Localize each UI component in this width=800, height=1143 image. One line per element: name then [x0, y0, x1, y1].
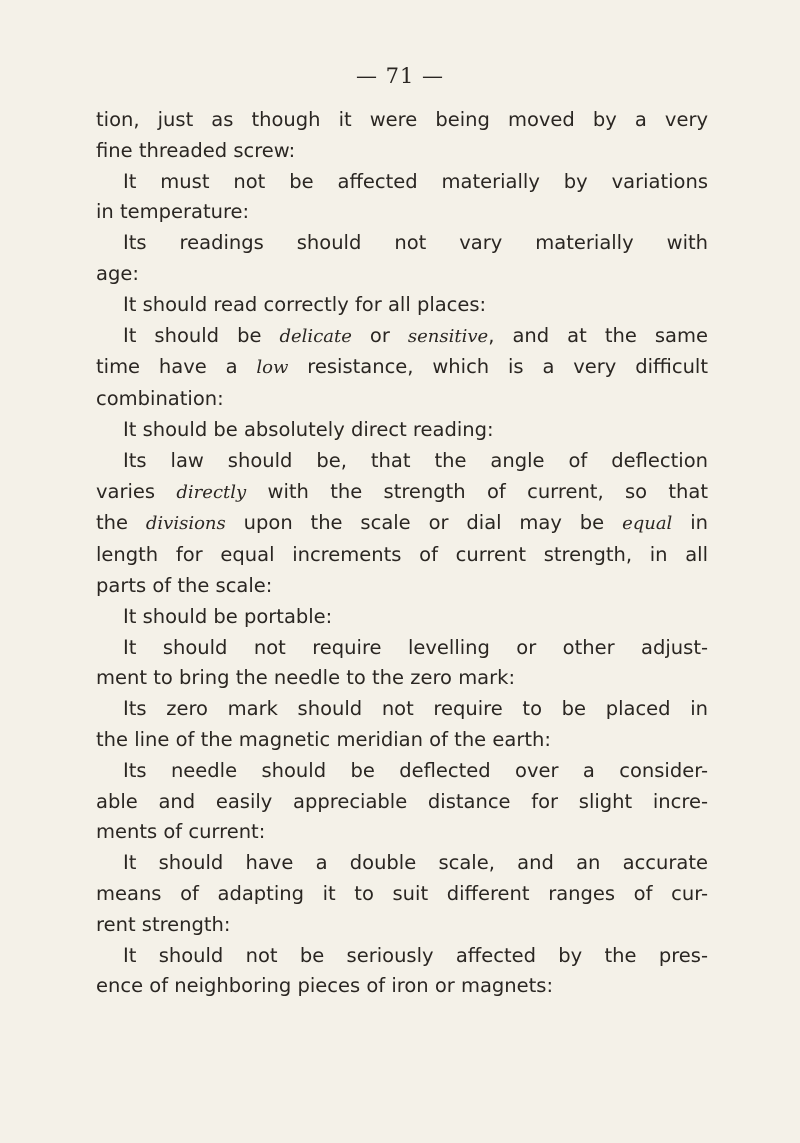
text-line: age: — [96, 261, 139, 285]
body-text — [96, 105, 708, 1002]
page-number: — 71 — — [355, 64, 445, 88]
text-line: tion, just as though it were being moved by a very — [96, 108, 708, 131]
text-line: Its readings should not vary materially with — [123, 231, 708, 255]
text-line: able and easily appreciable distance for slight incre- — [96, 789, 708, 813]
text-line: length for equal increments of current strength, in all — [96, 543, 708, 567]
text-line: means of adapting it to suit different ranges of cur- — [96, 881, 708, 905]
italic-word: equal — [622, 513, 673, 535]
text-line: It should read correctly for all places: — [123, 292, 487, 316]
text-line: varies directly with the strength of current, so that — [96, 479, 708, 503]
text-line: It should not require levelling or other adjust- — [123, 635, 708, 659]
italic-word: low — [256, 357, 289, 379]
text-line: ments of current: — [96, 820, 266, 844]
text-line: rent strength: — [96, 912, 231, 936]
text-line: It should not be seriously affected by the pres- — [123, 943, 708, 967]
italic-word: directly — [176, 481, 247, 503]
text-line: It should be delicate or sensitive, and at the same — [123, 323, 708, 347]
text-line: ment to bring the needle to the zero mark: — [96, 666, 516, 690]
text-line: Its needle should be deflected over a consider- — [123, 758, 708, 782]
text-line: ence of neighboring pieces of iron or magnets: — [96, 974, 554, 998]
text-line: the divisions upon the scale or dial may be equal in — [96, 511, 708, 535]
text-line: Its zero mark should not require to be placed in — [123, 697, 708, 721]
text-line: It must not be affected materially by variations — [123, 169, 708, 193]
text-line: fine threaded screw: — [96, 138, 296, 162]
text-line: It should have a double scale, and an accurate — [123, 851, 708, 875]
text-line: in temperature: — [96, 200, 250, 224]
text-line: It should be absolutely direct reading: — [123, 417, 494, 441]
text-line: combination: — [96, 387, 224, 411]
text-line: time have a low resistance, which is a very difficult — [96, 355, 708, 379]
text-line: the line of the magnetic meridian of the earth: — [96, 727, 551, 751]
text-line: It should be portable: — [123, 604, 333, 628]
text-line: parts of the scale: — [96, 573, 273, 597]
text-line: Its law should be, that the angle of deflection — [123, 448, 708, 472]
italic-word: divisions — [145, 513, 226, 535]
italic-word: delicate — [279, 325, 352, 347]
italic-word: sensitive — [407, 325, 489, 347]
